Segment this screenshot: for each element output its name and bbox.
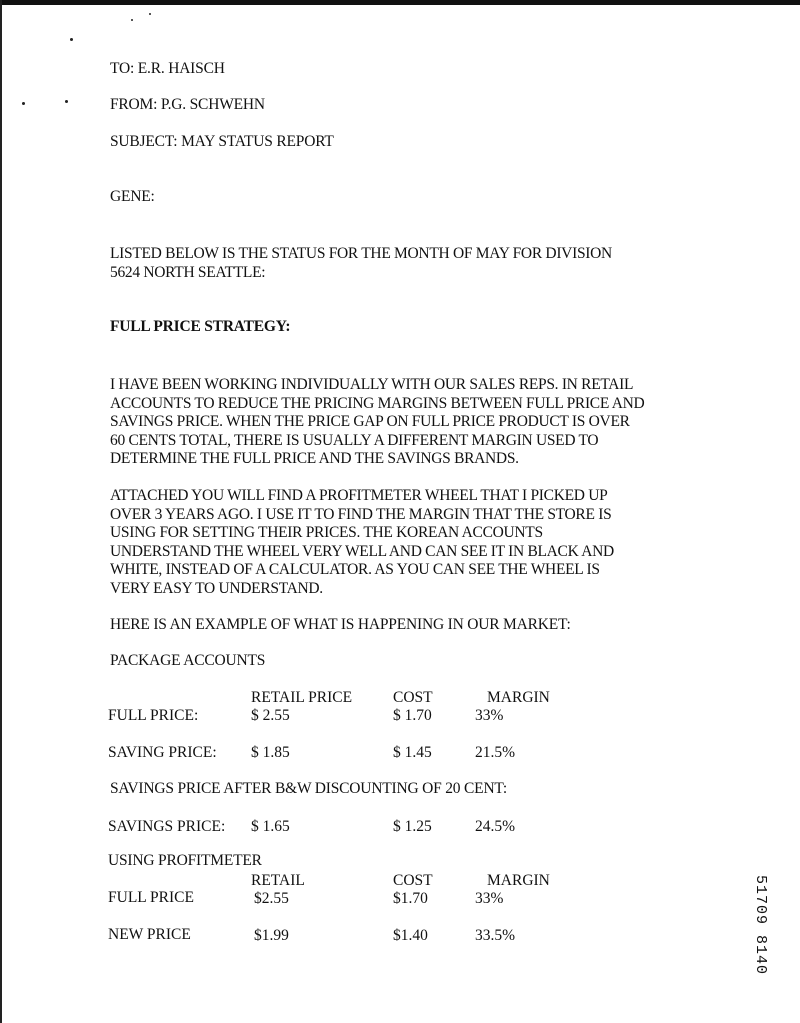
scan-speck: [22, 102, 25, 105]
paragraph-line: SAVINGS PRICE. WHEN THE PRICE GAP ON FULL PRICE PRODUCT IS OVER: [110, 413, 630, 431]
table2-new-label: NEW PRICE: [108, 926, 191, 943]
table1-header-margin: MARGIN: [487, 689, 550, 706]
savings-row-margin: 24.5%: [475, 818, 516, 835]
table2-new-cost: $1.40: [393, 927, 428, 944]
table2-new-margin: 33.5%: [475, 927, 516, 944]
memo-from: FROM: P.G. SCHWEHN: [110, 96, 265, 113]
table1-full-cost: $ 1.70: [393, 707, 432, 724]
scan-top-border: [0, 0, 800, 5]
scan-speck: [149, 13, 151, 15]
scan-left-border: [0, 0, 2, 1023]
table2-new-retail: $1.99: [254, 927, 289, 944]
intro-line: 5624 NORTH SEATTLE:: [110, 263, 266, 281]
intro-paragraph: [110, 245, 690, 282]
paragraph-1: [110, 376, 690, 469]
paragraph-line: WHITE, INSTEAD OF A CALCULATOR. AS YOU CAN SEE THE WHEEL IS: [110, 561, 600, 579]
table2-header-retail: RETAIL: [251, 872, 305, 889]
table1-full-label: FULL PRICE:: [108, 707, 199, 724]
savings-row-label: SAVINGS PRICE:: [108, 818, 226, 835]
example-intro: HERE IS AN EXAMPLE OF WHAT IS HAPPENING IN OUR MARKET:: [110, 616, 571, 633]
salutation: GENE:: [110, 188, 155, 205]
paragraph-line: VERY EASY TO UNDERSTAND.: [110, 579, 323, 597]
intro-line: LISTED BELOW IS THE STATUS FOR THE MONTH OF MAY FOR DIVISION: [110, 245, 612, 262]
memo-subject: SUBJECT: MAY STATUS REPORT: [110, 133, 334, 150]
paragraph-line: USING FOR SETTING THEIR PRICES. THE KOREAN ACCOUNTS: [110, 524, 543, 542]
table1-saving-label: SAVING PRICE:: [108, 744, 217, 761]
table1-saving-cost: $ 1.45: [393, 744, 432, 761]
savings-row-retail: $ 1.65: [251, 818, 290, 835]
table2-full-retail: $2.55: [254, 890, 289, 907]
scan-speck: [70, 38, 73, 41]
paragraph-line: 60 CENTS TOTAL, THERE IS USUALLY A DIFFERENT MARGIN USED TO: [110, 431, 599, 449]
paragraph-line: I HAVE BEEN WORKING INDIVIDUALLY WITH OUR SALES REPS. IN RETAIL: [110, 376, 634, 393]
paragraph-line: ACCOUNTS TO REDUCE THE PRICING MARGINS BETWEEN FULL PRICE AND: [110, 394, 645, 412]
paragraph-line: DETERMINE THE FULL PRICE AND THE SAVINGS BRANDS.: [110, 450, 519, 468]
table2-full-cost: $1.70: [393, 890, 428, 907]
package-accounts-heading: PACKAGE ACCOUNTS: [110, 652, 266, 669]
table1-header-retail: RETAIL PRICE: [251, 689, 353, 706]
table2-header-cost: COST: [393, 872, 433, 889]
table2-full-label: FULL PRICE: [108, 889, 194, 906]
table1-full-retail: $ 2.55: [251, 707, 290, 724]
section-heading: FULL PRICE STRATEGY:: [110, 318, 291, 335]
paragraph-line: UNDERSTAND THE WHEEL VERY WELL AND CAN SEE IT IN BLACK AND: [110, 542, 614, 560]
table2-full-margin: 33%: [475, 890, 504, 907]
table1-saving-retail: $ 1.85: [251, 744, 290, 761]
table1-header-cost: COST: [393, 689, 433, 706]
table2-header-margin: MARGIN: [487, 872, 550, 889]
document-id-stamp: 51709 8140: [752, 875, 769, 976]
paragraph-line: ATTACHED YOU WILL FIND A PROFITMETER WHEEL THAT I PICKED UP: [110, 487, 608, 504]
table1-saving-margin: 21.5%: [475, 744, 516, 761]
memo-to: TO: E.R. HAISCH: [110, 60, 225, 77]
paragraph-2: [110, 487, 690, 599]
table1-full-margin: 33%: [475, 707, 504, 724]
discount-note: SAVINGS PRICE AFTER B&W DISCOUNTING OF 20 CENT:: [110, 780, 508, 797]
savings-row-cost: $ 1.25: [393, 818, 432, 835]
profitmeter-heading: USING PROFITMETER: [108, 852, 262, 869]
scan-speck: [65, 100, 68, 103]
scan-speck: [131, 19, 133, 21]
paragraph-line: OVER 3 YEARS AGO. I USE IT TO FIND THE MARGIN THAT THE STORE IS: [110, 505, 612, 523]
